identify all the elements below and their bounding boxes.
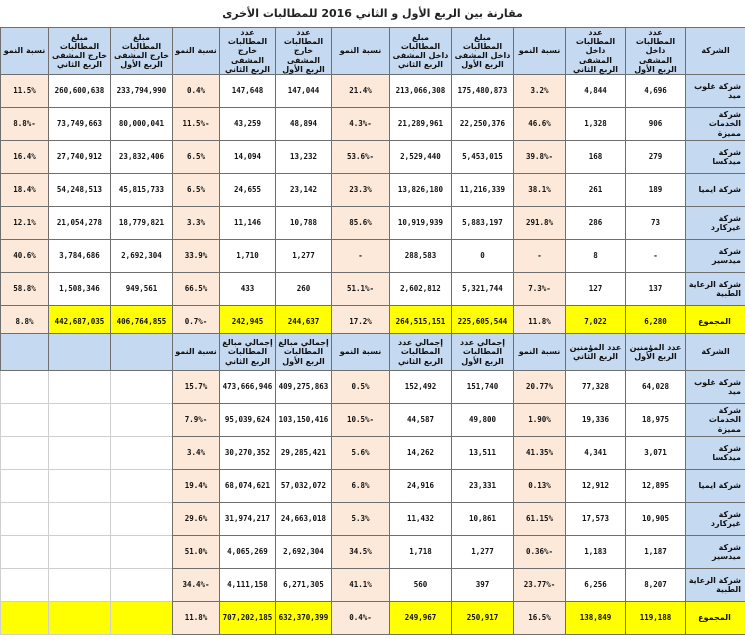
growth-rate-cell: 29.6%: [173, 503, 220, 536]
growth-rate-cell: 12.1%: [1, 206, 49, 239]
value-cell: 1,187: [626, 536, 686, 569]
value-cell: 12,912: [566, 470, 626, 503]
value-cell: 286: [566, 206, 626, 239]
empty-cell: [1, 536, 49, 569]
value-cell: 406,764,855: [111, 305, 173, 338]
empty-cell: [111, 536, 173, 569]
growth-rate-cell: -: [332, 239, 390, 272]
value-cell: 49,800: [452, 404, 514, 437]
growth-rate-cell: 11.5%: [1, 74, 49, 107]
value-cell: 175,480,873: [452, 74, 514, 107]
value-cell: 264,515,151: [390, 305, 452, 338]
growth-rate-cell: 6.5%: [173, 173, 220, 206]
table-row: [1, 437, 745, 470]
value-cell: 138,849: [566, 602, 626, 635]
growth-rate-cell: -4.3%: [332, 107, 390, 140]
company-name-cell: شركة الرعاية الطبية: [686, 569, 745, 602]
col-header: نسبة النمو: [514, 28, 566, 75]
value-cell: 73: [626, 206, 686, 239]
value-cell: 5,883,197: [452, 206, 514, 239]
value-cell: 6,271,305: [276, 569, 332, 602]
empty-cell: [111, 437, 173, 470]
value-cell: 10,905: [626, 503, 686, 536]
table-row: [1, 536, 745, 569]
value-cell: 560: [390, 569, 452, 602]
growth-rate-cell: 8.8%: [1, 305, 49, 338]
empty-cell: [111, 371, 173, 404]
value-cell: 13,511: [452, 437, 514, 470]
company-name-cell: شركة غيركارد: [686, 503, 745, 536]
growth-rate-cell: -7.3%: [514, 272, 566, 305]
value-cell: 4,341: [566, 437, 626, 470]
empty-cell: [49, 371, 111, 404]
value-cell: 249,967: [390, 602, 452, 635]
col-header: مبلغ المطالبات داخل المشفى الربع الثاني: [390, 28, 452, 75]
value-cell: 2,602,812: [390, 272, 452, 305]
value-cell: 233,794,990: [111, 74, 173, 107]
col-header: نسبة النمو: [173, 334, 220, 371]
value-cell: 0: [452, 239, 514, 272]
value-cell: 64,028: [626, 371, 686, 404]
empty-cell: [111, 503, 173, 536]
value-cell: 137: [626, 272, 686, 305]
value-cell: 24,916: [390, 470, 452, 503]
value-cell: 8,207: [626, 569, 686, 602]
empty-cell: [1, 602, 49, 635]
growth-rate-cell: 5.6%: [332, 437, 390, 470]
growth-rate-cell: 1.90%: [514, 404, 566, 437]
value-cell: 10,788: [276, 206, 332, 239]
col-header: عدد المؤمنين الربع الأول: [626, 334, 686, 371]
value-cell: 279: [626, 140, 686, 173]
value-cell: 242,945: [220, 305, 276, 338]
col-header: إجمالي مبالغ المطالبات الربع الأول: [276, 334, 332, 371]
empty-cell: [111, 334, 173, 371]
growth-rate-cell: -10.5%: [332, 404, 390, 437]
col-header: عدد المطالبات خارج المشفى الربع الأول: [276, 28, 332, 75]
value-cell: 24,663,018: [276, 503, 332, 536]
growth-rate-cell: 0.5%: [332, 371, 390, 404]
growth-rate-cell: 41.1%: [332, 569, 390, 602]
value-cell: 73,749,663: [49, 107, 111, 140]
value-cell: 10,919,939: [390, 206, 452, 239]
value-cell: 225,605,544: [452, 305, 514, 338]
growth-rate-cell: 58.8%: [1, 272, 49, 305]
empty-cell: [111, 470, 173, 503]
value-cell: 261: [566, 173, 626, 206]
value-cell: 189: [626, 173, 686, 206]
company-name-cell: المجموع: [686, 305, 745, 338]
growth-rate-cell: -0.7%: [173, 305, 220, 338]
company-name-cell: شركة ميدكسا: [686, 437, 745, 470]
col-header: مبلغ المطالبات خارج المشفى الربع الثاني: [49, 28, 111, 75]
growth-rate-cell: 0.4%: [173, 74, 220, 107]
value-cell: 1,277: [452, 536, 514, 569]
table-row: [1, 239, 745, 272]
growth-rate-cell: 0.13%: [514, 470, 566, 503]
table-row: [1, 74, 745, 107]
growth-rate-cell: -34.4%: [173, 569, 220, 602]
value-cell: 30,270,352: [220, 437, 276, 470]
page-title: مقارنة بين الربع الأول و الثاني 2016 للمطالبات الأخرى: [222, 7, 523, 20]
value-cell: 1,183: [566, 536, 626, 569]
col-header: نسبة النمو: [173, 28, 220, 75]
empty-cell: [49, 536, 111, 569]
value-cell: 632,370,399: [276, 602, 332, 635]
col-header: عدد المطالبات داخل المشفى الربع الثاني: [566, 28, 626, 75]
table1-header-row: [1, 28, 745, 75]
table-row: [1, 206, 745, 239]
table-row: [1, 371, 745, 404]
value-cell: 14,262: [390, 437, 452, 470]
value-cell: 80,000,041: [111, 107, 173, 140]
value-cell: 906: [626, 107, 686, 140]
value-cell: 244,637: [276, 305, 332, 338]
value-cell: 24,655: [220, 173, 276, 206]
value-cell: 151,740: [452, 371, 514, 404]
col-header-company: الشركة: [686, 28, 745, 75]
col-header: نسبة النمو: [1, 28, 49, 75]
col-header-company: الشركة: [686, 334, 745, 371]
value-cell: 43,259: [220, 107, 276, 140]
col-header: نسبة النمو: [332, 334, 390, 371]
value-cell: 397: [452, 569, 514, 602]
value-cell: 12,895: [626, 470, 686, 503]
value-cell: 250,917: [452, 602, 514, 635]
growth-rate-cell: 61.15%: [514, 503, 566, 536]
value-cell: 7,022: [566, 305, 626, 338]
growth-rate-cell: 40.6%: [1, 239, 49, 272]
growth-rate-cell: -0.4%: [332, 602, 390, 635]
col-header: مبلغ المطالبات خارج المشفى الربع الأول: [111, 28, 173, 75]
table-row: [1, 272, 745, 305]
value-cell: 473,666,946: [220, 371, 276, 404]
table-row: [1, 404, 745, 437]
value-cell: 2,692,304: [276, 536, 332, 569]
col-header: إجمالي عدد المطالبات الربع الثاني: [390, 334, 452, 371]
value-cell: 2,692,304: [111, 239, 173, 272]
value-cell: 6,280: [626, 305, 686, 338]
col-header: نسبة النمو: [332, 28, 390, 75]
value-cell: 949,561: [111, 272, 173, 305]
value-cell: 13,232: [276, 140, 332, 173]
value-cell: 77,328: [566, 371, 626, 404]
empty-cell: [1, 371, 49, 404]
value-cell: 2,529,440: [390, 140, 452, 173]
value-cell: 260,600,638: [49, 74, 111, 107]
value-cell: 1,718: [390, 536, 452, 569]
total-row: [1, 602, 745, 635]
empty-cell: [49, 503, 111, 536]
empty-cell: [49, 602, 111, 635]
value-cell: 14,094: [220, 140, 276, 173]
empty-cell: [1, 470, 49, 503]
value-cell: 1,277: [276, 239, 332, 272]
company-name-cell: شركة الخدمات مميزة: [686, 404, 745, 437]
growth-rate-cell: 3.2%: [514, 74, 566, 107]
value-cell: 11,432: [390, 503, 452, 536]
col-header: عدد المؤمنين الربع الثاني: [566, 334, 626, 371]
growth-rate-cell: -11.5%: [173, 107, 220, 140]
growth-rate-cell: 19.4%: [173, 470, 220, 503]
value-cell: 21,289,961: [390, 107, 452, 140]
company-name-cell: شركة ميدكسا: [686, 140, 745, 173]
growth-rate-cell: 17.2%: [332, 305, 390, 338]
value-cell: 31,974,217: [220, 503, 276, 536]
value-cell: 103,150,416: [276, 404, 332, 437]
growth-rate-cell: 5.3%: [332, 503, 390, 536]
growth-rate-cell: 16.5%: [514, 602, 566, 635]
company-name-cell: شركة ايميا: [686, 173, 745, 206]
value-cell: 119,188: [626, 602, 686, 635]
growth-rate-cell: 291.8%: [514, 206, 566, 239]
value-cell: 10,861: [452, 503, 514, 536]
totals-comparison-table: [0, 333, 745, 635]
growth-rate-cell: 6.8%: [332, 470, 390, 503]
value-cell: 22,250,376: [452, 107, 514, 140]
growth-rate-cell: 6.5%: [173, 140, 220, 173]
value-cell: 3,071: [626, 437, 686, 470]
value-cell: 54,248,513: [49, 173, 111, 206]
growth-rate-cell: 23.3%: [332, 173, 390, 206]
value-cell: -: [626, 239, 686, 272]
value-cell: 260: [276, 272, 332, 305]
growth-rate-cell: 16.4%: [1, 140, 49, 173]
table-row: [1, 173, 745, 206]
claims-comparison-table: [0, 27, 745, 339]
empty-cell: [1, 334, 49, 371]
growth-rate-cell: 66.5%: [173, 272, 220, 305]
value-cell: 409,275,863: [276, 371, 332, 404]
growth-rate-cell: 38.1%: [514, 173, 566, 206]
value-cell: 45,815,733: [111, 173, 173, 206]
growth-rate-cell: 3.4%: [173, 437, 220, 470]
value-cell: 1,710: [220, 239, 276, 272]
table-row: [1, 503, 745, 536]
value-cell: 8: [566, 239, 626, 272]
value-cell: 3,784,686: [49, 239, 111, 272]
value-cell: 11,146: [220, 206, 276, 239]
table2-header-row: [1, 334, 745, 371]
empty-cell: [111, 602, 173, 635]
empty-cell: [49, 569, 111, 602]
growth-rate-cell: 11.8%: [514, 305, 566, 338]
growth-rate-cell: -7.9%: [173, 404, 220, 437]
empty-cell: [1, 569, 49, 602]
value-cell: 4,696: [626, 74, 686, 107]
value-cell: 95,039,624: [220, 404, 276, 437]
col-header: نسبة النمو: [514, 334, 566, 371]
value-cell: 68,074,621: [220, 470, 276, 503]
empty-cell: [49, 437, 111, 470]
empty-cell: [111, 569, 173, 602]
value-cell: 21,054,278: [49, 206, 111, 239]
table-row: [1, 107, 745, 140]
empty-cell: [1, 404, 49, 437]
growth-rate-cell: 85.6%: [332, 206, 390, 239]
value-cell: 4,111,158: [220, 569, 276, 602]
value-cell: 4,844: [566, 74, 626, 107]
company-name-cell: شركة الرعاية الطبية: [686, 272, 745, 305]
growth-rate-cell: -51.1%: [332, 272, 390, 305]
value-cell: 29,285,421: [276, 437, 332, 470]
growth-rate-cell: 20.77%: [514, 371, 566, 404]
value-cell: 147,044: [276, 74, 332, 107]
value-cell: 48,894: [276, 107, 332, 140]
growth-rate-cell: 34.5%: [332, 536, 390, 569]
company-name-cell: شركة ميدسير: [686, 536, 745, 569]
value-cell: 23,832,406: [111, 140, 173, 173]
value-cell: 11,216,339: [452, 173, 514, 206]
value-cell: 27,740,912: [49, 140, 111, 173]
company-name-cell: شركة ايميا: [686, 470, 745, 503]
growth-rate-cell: -23.77%: [514, 569, 566, 602]
company-name-cell: شركة غلوب ميد: [686, 74, 745, 107]
value-cell: 44,587: [390, 404, 452, 437]
value-cell: 18,779,821: [111, 206, 173, 239]
value-cell: 152,492: [390, 371, 452, 404]
value-cell: 23,331: [452, 470, 514, 503]
growth-rate-cell: 46.6%: [514, 107, 566, 140]
value-cell: 17,573: [566, 503, 626, 536]
table-row: [1, 569, 745, 602]
col-header: مبلغ المطالبات داخل المشفى الربع الأول: [452, 28, 514, 75]
value-cell: 707,202,185: [220, 602, 276, 635]
growth-rate-cell: -39.8%: [514, 140, 566, 173]
value-cell: 433: [220, 272, 276, 305]
company-name-cell: شركة ميدسير: [686, 239, 745, 272]
value-cell: 18,975: [626, 404, 686, 437]
company-name-cell: المجموع: [686, 602, 745, 635]
value-cell: 213,066,308: [390, 74, 452, 107]
growth-rate-cell: 11.8%: [173, 602, 220, 635]
value-cell: 147,648: [220, 74, 276, 107]
value-cell: 127: [566, 272, 626, 305]
value-cell: 1,508,346: [49, 272, 111, 305]
value-cell: 4,065,269: [220, 536, 276, 569]
col-header: عدد المطالبات داخل المشفى الربع الأول: [626, 28, 686, 75]
growth-rate-cell: -0.36%: [514, 536, 566, 569]
growth-rate-cell: 33.9%: [173, 239, 220, 272]
empty-cell: [49, 404, 111, 437]
growth-rate-cell: -53.6%: [332, 140, 390, 173]
value-cell: 442,687,035: [49, 305, 111, 338]
table-row: [1, 140, 745, 173]
empty-cell: [1, 503, 49, 536]
value-cell: 6,256: [566, 569, 626, 602]
value-cell: 13,826,180: [390, 173, 452, 206]
empty-cell: [49, 334, 111, 371]
col-header: عدد المطالبات خارج المشفى الربع الثاني: [220, 28, 276, 75]
value-cell: 288,583: [390, 239, 452, 272]
growth-rate-cell: 15.7%: [173, 371, 220, 404]
empty-cell: [111, 404, 173, 437]
growth-rate-cell: -8.8%: [1, 107, 49, 140]
table-row: [1, 470, 745, 503]
growth-rate-cell: -: [514, 239, 566, 272]
company-name-cell: شركة الخدمات مميزة: [686, 107, 745, 140]
value-cell: 23,142: [276, 173, 332, 206]
empty-cell: [49, 470, 111, 503]
value-cell: 5,453,015: [452, 140, 514, 173]
growth-rate-cell: 3.3%: [173, 206, 220, 239]
value-cell: 19,336: [566, 404, 626, 437]
empty-cell: [1, 437, 49, 470]
growth-rate-cell: 51.0%: [173, 536, 220, 569]
col-header: إجمالي عدد المطالبات الربع الأول: [452, 334, 514, 371]
growth-rate-cell: 41.35%: [514, 437, 566, 470]
value-cell: 1,328: [566, 107, 626, 140]
growth-rate-cell: 18.4%: [1, 173, 49, 206]
growth-rate-cell: 21.4%: [332, 74, 390, 107]
value-cell: 57,032,072: [276, 470, 332, 503]
company-name-cell: شركة غيركارد: [686, 206, 745, 239]
col-header: إجمالي مبالغ المطالبات الربع الثاني: [220, 334, 276, 371]
value-cell: 5,321,744: [452, 272, 514, 305]
company-name-cell: شركة غلوب ميد: [686, 371, 745, 404]
value-cell: 168: [566, 140, 626, 173]
